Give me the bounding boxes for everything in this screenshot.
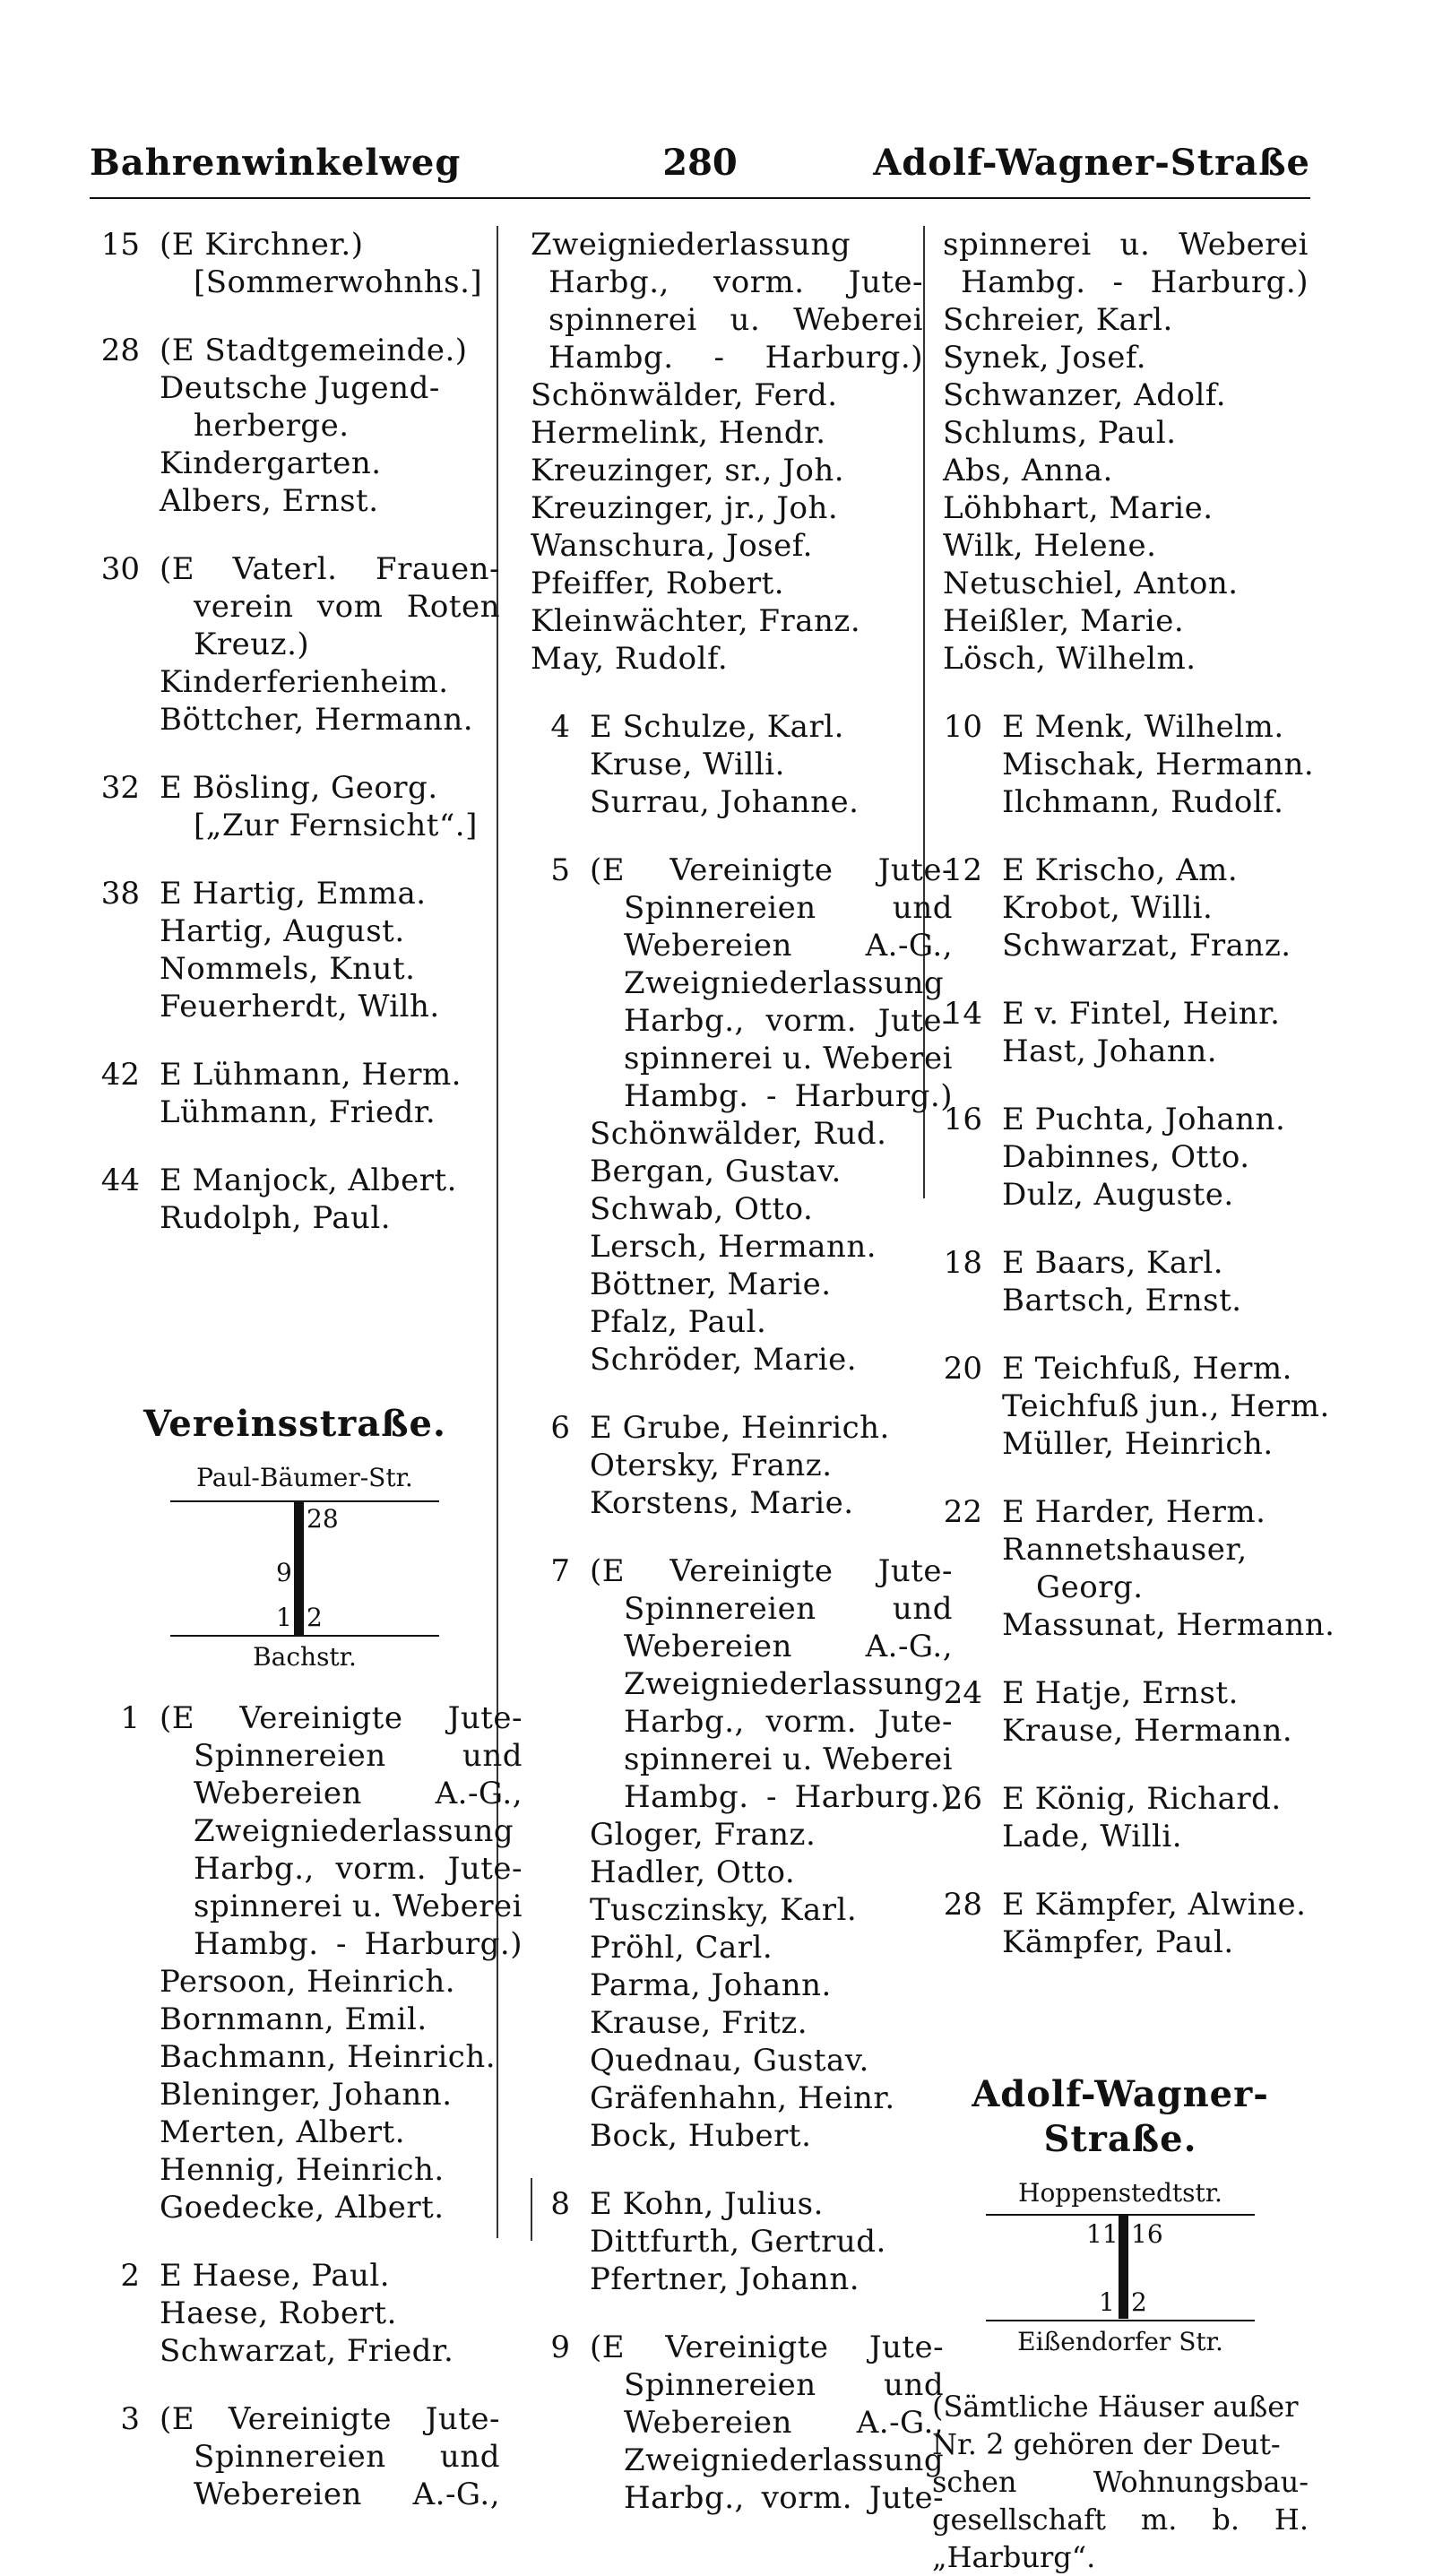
entry-line: Kleinwächter, Franz.	[531, 603, 861, 639]
entry-line: Tusczinsky, Karl.	[590, 1892, 858, 1928]
house-number: 16	[943, 1102, 982, 1137]
column-1	[90, 226, 523, 2544]
house-entry	[90, 550, 500, 739]
entry-line: spinnerei u. Weberei	[194, 1889, 523, 1924]
house-number-label: 2	[307, 1603, 323, 1632]
house-entry	[90, 1056, 500, 1131]
entry-line: Hadler, Otto.	[590, 1854, 796, 1890]
entry-line: Zweigniederlassung	[624, 965, 945, 1001]
entry-line: Webereien A.-G.,	[194, 1776, 523, 1811]
entry-line: Netuschiel, Anton.	[943, 566, 1239, 601]
entry-first-line: (E Vereinigte Jute-	[590, 1553, 953, 1589]
entry-line: Schröder, Marie.	[590, 1342, 858, 1378]
entry-line: Otersky, Franz.	[590, 1448, 833, 1483]
entry-first-line: (E Vereinigte Jute-	[160, 2401, 500, 2437]
cross-street-bottom: Bachstr.	[253, 1642, 357, 1672]
resident-lines	[160, 1699, 523, 2226]
house-number	[932, 226, 943, 678]
entry-line: Spinnereien und	[624, 1591, 953, 1627]
house-number-label: 1	[1099, 2287, 1115, 2317]
entry-line: Kruse, Willi.	[590, 747, 785, 782]
house-number: 2	[120, 2258, 140, 2294]
entry-first-line: E Harder, Herm.	[1002, 1494, 1266, 1530]
house-entry	[932, 1493, 1335, 1644]
entry-line: [„Zur Fernsicht“.]	[194, 808, 478, 843]
entry-line: Lade, Willi.	[1002, 1819, 1183, 1854]
house-number-label: 11	[1086, 2219, 1119, 2249]
entry-line: Pfeiffer, Robert.	[531, 566, 785, 601]
entry-first-line: (E Kirchner.)	[160, 227, 364, 263]
entry-line: Gräfenhahn, Heinr.	[590, 2080, 895, 2116]
house-entry	[932, 1350, 1330, 1463]
resident-lines	[943, 226, 1309, 678]
entry-line: Bartsch, Ernst.	[1002, 1283, 1242, 1318]
note-line: (Sämtliche Häuser außer	[932, 2390, 1299, 2424]
cross-street-top: Paul-Bäumer-Str.	[196, 1463, 413, 1492]
entry-line: Harbg., vorm. Jute-	[624, 2480, 945, 2516]
entry-line: Lersch, Hermann.	[590, 1229, 877, 1265]
house-entry	[932, 1886, 1309, 1961]
entry-line: Bachmann, Heinrich.	[160, 2039, 497, 2075]
entry-line: Zweigniederlassung	[194, 1813, 514, 1849]
house-entry	[932, 1674, 1309, 1750]
entry-line: Surrau, Johanne.	[590, 784, 860, 820]
entry-first-line: E Bösling, Georg.	[160, 770, 438, 806]
page-number: 280	[662, 142, 738, 184]
entry-line: Spinnereien und	[624, 2367, 945, 2403]
entry-line: Kämpfer, Paul.	[1002, 1924, 1234, 1960]
house-number: 24	[943, 1675, 982, 1711]
house-entry	[520, 1409, 923, 1522]
entry-first-line: E Puchta, Johann.	[1002, 1102, 1286, 1137]
house-number: 28	[943, 1887, 982, 1923]
house-entry	[90, 1699, 523, 2226]
entry-line: Schönwälder, Rud.	[590, 1116, 887, 1152]
entry-line: Nommels, Knut.	[160, 951, 416, 987]
street-diagram-adolf-wagner-strasse	[986, 2178, 1255, 2357]
col2-entries	[520, 226, 953, 2517]
entry-line: Webereien A.-G.,	[624, 1629, 953, 1664]
resident-lines	[160, 332, 500, 520]
house-number: 14	[943, 996, 982, 1032]
street-diagram-vereinsstrasse	[170, 1463, 439, 1672]
entry-line: Dulz, Auguste.	[1002, 1177, 1234, 1213]
entry-line: Hambg. - Harburg.)	[549, 340, 923, 376]
house-number: 22	[943, 1494, 982, 1530]
house-entry	[90, 2400, 500, 2513]
house-entry	[932, 1101, 1309, 1214]
section-title-vereinsstrasse: Vereinsstraße.	[143, 1403, 446, 1445]
entry-line: Wilk, Helene.	[943, 528, 1157, 564]
entry-line: Bergan, Gustav.	[590, 1154, 842, 1189]
resident-lines	[590, 2329, 944, 2517]
entry-line: Feuerherdt, Wilh.	[160, 989, 440, 1024]
entry-line: Rudolph, Paul.	[160, 1200, 392, 1236]
entry-line: Schwarzat, Franz.	[1002, 928, 1291, 964]
entry-line: Synek, Josef.	[943, 340, 1147, 376]
entry-line: Löhbhart, Marie.	[943, 490, 1214, 526]
entry-line: Krause, Fritz.	[590, 2005, 808, 2041]
note-line: „Harburg“.	[932, 2540, 1096, 2574]
entry-first-line: E Hartig, Emma.	[160, 876, 427, 912]
house-number: 12	[943, 852, 982, 888]
entry-line: Dabinnes, Otto.	[1002, 1139, 1250, 1175]
house-entry	[932, 226, 1309, 678]
entry-line: Goedecke, Albert.	[160, 2190, 445, 2226]
resident-lines	[1002, 995, 1309, 1070]
entry-line: Hennig, Heinrich.	[160, 2152, 445, 2188]
header-right-street: Adolf-Wagner-Straße	[873, 142, 1310, 184]
entry-line: Böttner, Marie.	[590, 1266, 832, 1302]
resident-lines	[160, 1162, 500, 1237]
col3-entries	[932, 226, 1335, 1961]
entry-line: Heißler, Marie.	[943, 603, 1185, 639]
house-entry	[90, 769, 500, 844]
house-number: 38	[100, 876, 140, 912]
cross-street-top: Hoppenstedtstr.	[1018, 2178, 1222, 2208]
entry-line: Merten, Albert.	[160, 2114, 406, 2150]
entry-line: Harbg., vorm. Jute-	[624, 1704, 953, 1740]
note-line: Nr. 2 gehören der Deut-	[932, 2427, 1281, 2461]
entry-line: Hambg. - Harburg.)	[961, 264, 1309, 300]
entry-first-line: E Haese, Paul.	[160, 2258, 391, 2294]
entry-line: Krobot, Willi.	[1002, 890, 1214, 926]
resident-lines	[160, 1056, 500, 1131]
house-entry	[520, 851, 953, 1379]
entry-line: Kreuzinger, sr., Joh.	[531, 453, 845, 488]
house-number: 20	[943, 1351, 982, 1387]
entry-first-line: E Baars, Karl.	[1002, 1245, 1224, 1281]
entry-line: Deutsche Jugend-	[160, 370, 440, 406]
entry-line: Teichfuß jun., Herm.	[1002, 1388, 1330, 1424]
house-entry	[520, 2185, 923, 2298]
entry-first-line: spinnerei u. Weberei	[943, 227, 1309, 263]
house-number-label: 1	[276, 1603, 292, 1632]
col1-entries-vereinsstrasse	[90, 1699, 523, 2513]
house-entry	[932, 708, 1315, 821]
house-number: 9	[550, 2330, 570, 2365]
entry-first-line: E Kämpfer, Alwine.	[1002, 1887, 1307, 1923]
house-number: 18	[943, 1245, 982, 1281]
resident-lines	[160, 2257, 500, 2370]
resident-lines	[1002, 1886, 1309, 1961]
entry-first-line: E Hatje, Ernst.	[1002, 1675, 1239, 1711]
entry-line: Bock, Hubert.	[590, 2118, 812, 2154]
resident-lines	[590, 851, 953, 1379]
entry-line: Korstens, Marie.	[590, 1485, 854, 1521]
resident-lines	[1002, 708, 1314, 821]
entry-first-line: E Menk, Wilhelm.	[1002, 709, 1284, 745]
entry-first-line: E König, Richard.	[1002, 1781, 1282, 1817]
resident-lines	[1002, 1780, 1309, 1855]
entry-line: Schönwälder, Ferd.	[531, 377, 838, 413]
entry-line: spinnerei u. Weberei	[624, 1742, 953, 1777]
street-bar	[1119, 2216, 1128, 2319]
resident-lines	[160, 875, 500, 1025]
house-number: 1	[120, 1700, 140, 1736]
section-title-adolf-wagner-strasse-line1: Adolf-Wagner-	[972, 2073, 1269, 2115]
house-entry	[520, 2329, 945, 2517]
entry-line: Hast, Johann.	[1002, 1033, 1218, 1069]
resident-lines	[160, 550, 500, 739]
resident-lines	[590, 2185, 923, 2298]
entry-line: Bleninger, Johann.	[160, 2077, 453, 2113]
entry-line: Rannetshauser,	[1002, 1532, 1248, 1568]
house-number-label: 2	[1131, 2287, 1147, 2317]
resident-lines	[1002, 851, 1309, 964]
section-title-adolf-wagner-strasse-line2: Straße.	[1043, 2118, 1197, 2160]
resident-lines	[1002, 1674, 1309, 1750]
entry-line: Harbg., vorm. Jute-	[549, 264, 923, 300]
resident-lines	[1002, 1493, 1335, 1644]
entry-line: Kindergarten.	[160, 445, 382, 481]
entry-line: Harbg., vorm. Jute-	[624, 1003, 953, 1039]
entry-line: Ilchmann, Rudolf.	[1002, 784, 1284, 820]
resident-lines	[590, 1552, 953, 2155]
entry-line: Lösch, Wilhelm.	[943, 641, 1196, 677]
cross-street-bottom: Eißendorfer Str.	[1017, 2327, 1223, 2356]
house-entry	[932, 1780, 1309, 1855]
house-number: 44	[100, 1163, 140, 1198]
house-number: 7	[550, 1553, 570, 1589]
cross-street-bottom-line	[170, 1635, 439, 1637]
house-entry	[932, 851, 1309, 964]
entry-line: Spinnereien und	[194, 1738, 523, 1774]
entry-line: Zweigniederlassung	[624, 2442, 945, 2478]
house-entry	[520, 226, 923, 678]
entry-line: Schwab, Otto.	[590, 1191, 814, 1227]
entry-line: Pröhl, Carl.	[590, 1930, 773, 1966]
house-entry	[90, 2257, 500, 2370]
entry-first-line: E Schulze, Karl.	[590, 709, 844, 745]
entry-first-line: (E Vereinigte Jute-	[160, 1700, 523, 1736]
house-entry	[90, 226, 500, 301]
resident-lines	[1002, 1350, 1330, 1463]
col1-entries	[90, 226, 500, 1237]
entry-line: Dittfurth, Gertrud.	[590, 2224, 886, 2260]
resident-lines	[160, 2400, 500, 2513]
house-number: 4	[550, 709, 570, 745]
entry-line: Schlums, Paul.	[943, 415, 1177, 451]
entry-line: Albers, Ernst.	[160, 483, 379, 519]
entry-line: Abs, Anna.	[943, 453, 1113, 488]
entry-line: spinnerei u. Weberei	[624, 1041, 953, 1076]
entry-line: Hambg. - Harburg.)	[624, 1779, 953, 1815]
resident-lines	[160, 769, 500, 844]
house-entry	[90, 1162, 500, 1237]
cross-street-top-line	[170, 1500, 439, 1502]
entry-first-line: E Teichfuß, Herm.	[1002, 1351, 1292, 1387]
entry-line: Kreuzinger, jr., Joh.	[531, 490, 839, 526]
entry-line: Kreuz.)	[194, 627, 310, 662]
entry-line: Quednau, Gustav.	[590, 2043, 869, 2079]
entry-line: verein vom Roten	[194, 589, 500, 625]
resident-lines	[590, 1409, 923, 1522]
entry-first-line: (E Stadtgemeinde.)	[160, 333, 468, 368]
house-number: 42	[100, 1057, 140, 1093]
house-number: 26	[943, 1781, 982, 1817]
house-number: 3	[120, 2401, 140, 2437]
street-bar	[294, 1500, 304, 1635]
entry-line: Hartig, August.	[160, 913, 405, 949]
entry-line: Haese, Robert.	[160, 2295, 397, 2331]
entry-line: May, Rudolf.	[531, 641, 729, 677]
house-number: 6	[550, 1410, 570, 1446]
entry-line: Gloger, Franz.	[590, 1817, 816, 1853]
entry-line: Spinnereien und	[624, 890, 953, 926]
entry-line: Schwanzer, Adolf.	[943, 377, 1227, 413]
entry-line: Krause, Hermann.	[1002, 1713, 1293, 1749]
house-number	[520, 226, 531, 678]
housing-note	[932, 2388, 1309, 2576]
entry-line: Kinderferienheim.	[160, 664, 449, 700]
entry-first-line: E Krischo, Am.	[1002, 852, 1239, 888]
entry-line: Webereien A.-G.,	[194, 2477, 500, 2512]
entry-line: Schwarzat, Friedr.	[160, 2333, 454, 2369]
entry-line: Hambg. - Harburg.)	[624, 1078, 953, 1114]
entry-first-line: E Kohn, Julius.	[590, 2186, 824, 2222]
entry-line: Schreier, Karl.	[943, 302, 1173, 338]
entry-first-line: E Manjock, Albert.	[160, 1163, 457, 1198]
house-number-label: 16	[1131, 2219, 1163, 2249]
house-number: 8	[550, 2186, 570, 2222]
entry-line: Massunat, Hermann.	[1002, 1607, 1335, 1643]
entry-line: Wanschura, Josef.	[531, 528, 813, 564]
house-number: 15	[100, 227, 140, 263]
entry-first-line: Zweigniederlassung	[531, 227, 851, 263]
resident-lines	[1002, 1101, 1309, 1214]
house-number: 28	[100, 333, 140, 368]
entry-line: herberge.	[194, 408, 350, 444]
house-number: 32	[100, 770, 140, 806]
entry-first-line: E v. Fintel, Heinr.	[1002, 996, 1281, 1032]
entry-line: Webereien A.-G.,	[624, 2405, 945, 2441]
house-entry	[90, 875, 500, 1025]
entry-line: Parma, Johann.	[590, 1967, 832, 2003]
entry-line: spinnerei u. Weberei	[549, 302, 923, 338]
entry-first-line: E Grube, Heinrich.	[590, 1410, 890, 1446]
page-header	[90, 142, 1310, 199]
entry-line: Hambg. - Harburg.)	[194, 1926, 523, 1962]
house-number: 30	[100, 551, 140, 587]
entry-line: Böttcher, Hermann.	[160, 702, 474, 738]
house-number: 5	[550, 852, 570, 888]
resident-lines	[531, 226, 923, 678]
cross-street-bottom-line	[986, 2320, 1255, 2321]
house-number-label: 28	[307, 1504, 339, 1534]
entry-line: Pfalz, Paul.	[590, 1304, 767, 1340]
house-entry	[932, 995, 1309, 1070]
header-left-street: Bahrenwinkelweg	[90, 142, 462, 184]
house-number-label: 9	[276, 1558, 292, 1587]
entry-line: Bornmann, Emil.	[160, 2001, 428, 2037]
entry-line: Spinnereien und	[194, 2439, 500, 2475]
entry-line: Zweigniederlassung	[624, 1666, 945, 1702]
column-3	[932, 226, 1335, 2576]
entry-first-line: (E Vereinigte Jute-	[590, 852, 953, 888]
entry-line: Webereien A.-G.,	[624, 928, 953, 964]
house-number: 10	[943, 709, 982, 745]
entry-line: Harbg., vorm. Jute-	[194, 1851, 523, 1887]
entry-first-line: (E Vereinigte Jute-	[590, 2330, 945, 2365]
entry-line: Pfertner, Johann.	[590, 2261, 860, 2297]
note-line: gesellschaft m. b. H.	[932, 2503, 1309, 2537]
entry-line: Mischak, Hermann.	[1002, 747, 1315, 782]
entry-line: Persoon, Heinrich.	[160, 1964, 456, 2000]
entry-line: Hermelink, Hendr.	[531, 415, 826, 451]
resident-lines	[160, 226, 500, 301]
house-entry	[520, 1552, 953, 2155]
house-entry	[520, 708, 923, 821]
entry-line: [Sommerwohnhs.]	[194, 264, 483, 300]
entry-first-line: E Lühmann, Herm.	[160, 1057, 462, 1093]
resident-lines	[1002, 1244, 1309, 1319]
resident-lines	[590, 708, 923, 821]
entry-line: Lühmann, Friedr.	[160, 1094, 436, 1130]
entry-line: Georg.	[1036, 1569, 1144, 1605]
column-2	[520, 226, 953, 2547]
note-line: schen Wohnungsbau-	[932, 2465, 1309, 2499]
house-entry	[932, 1244, 1309, 1319]
entry-first-line: (E Vaterl. Frauen-	[160, 551, 500, 587]
house-entry	[90, 332, 500, 520]
entry-line: Müller, Heinrich.	[1002, 1426, 1274, 1462]
